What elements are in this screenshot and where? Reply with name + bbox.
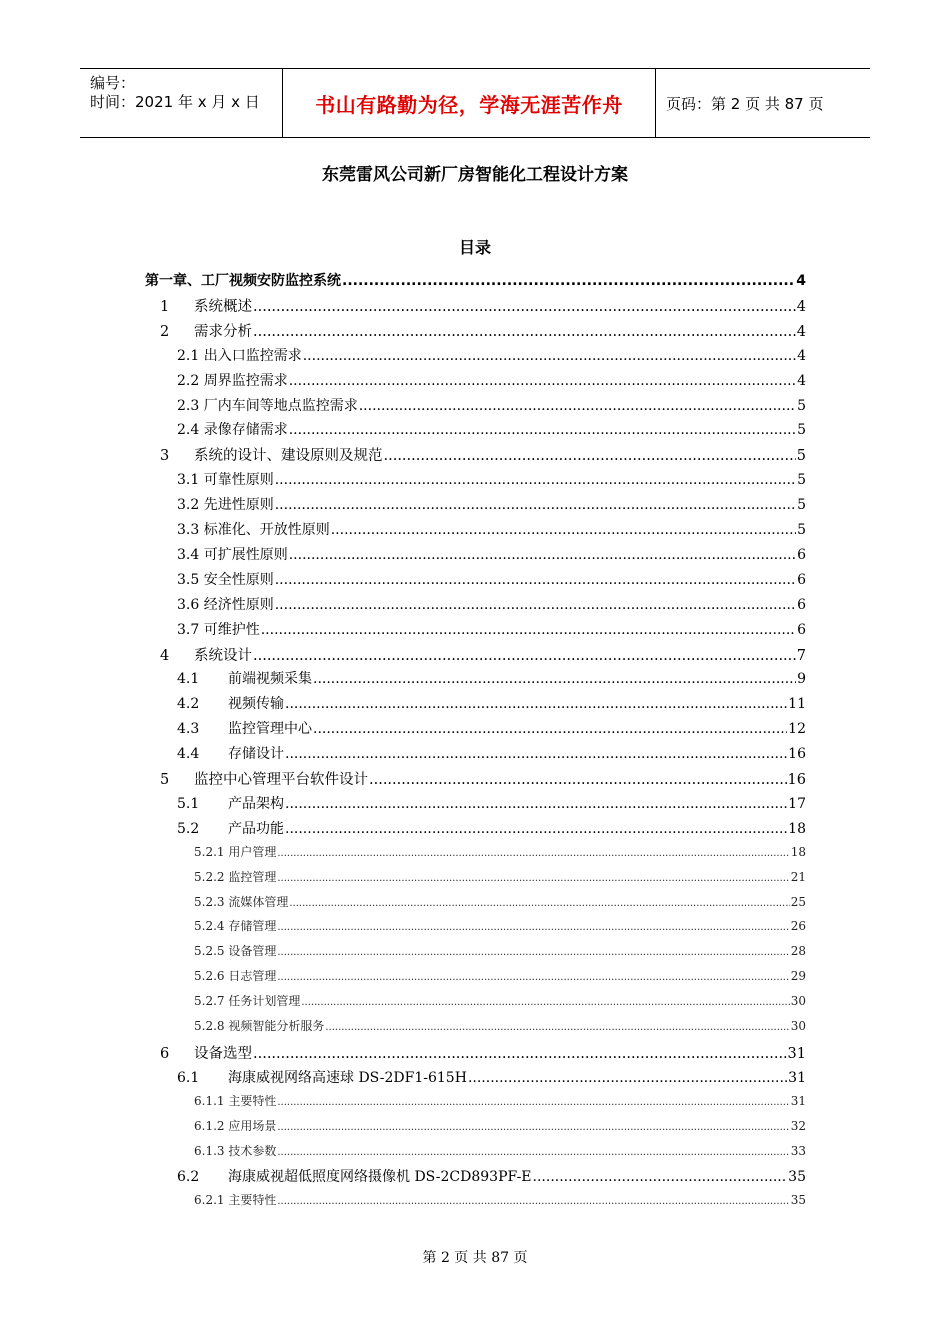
toc-entry-title: 海康威视网络高速球 DS-2DF1-615H <box>228 1069 467 1086</box>
toc-entry-page: 31 <box>790 1093 806 1108</box>
header-page-cell <box>656 69 870 137</box>
toc-entry-page: 12 <box>788 721 806 738</box>
toc-entry-title: 6.1.2 应用场景 <box>194 1118 277 1133</box>
toc-entry[interactable] <box>194 843 806 860</box>
toc-entry-page: 4 <box>797 372 806 389</box>
toc-dot-leader <box>313 721 787 737</box>
toc-entry-page: 29 <box>790 969 806 984</box>
toc-entry[interactable] <box>194 1017 806 1034</box>
toc-entry-page: 6 <box>797 596 806 613</box>
toc-entry-page: 6 <box>797 571 806 588</box>
toc-entry[interactable] <box>177 370 806 390</box>
toc-entry-page: 4 <box>796 273 806 289</box>
toc-dot-leader <box>277 873 789 884</box>
toc-dot-leader <box>285 796 787 812</box>
toc-dot-leader <box>275 472 796 488</box>
toc-entry-page: 31 <box>787 1045 806 1062</box>
toc-dot-leader <box>275 572 796 588</box>
toc-entry[interactable] <box>160 768 806 789</box>
toc-entry-title: 5.2.1 用户管理 <box>194 844 277 859</box>
toc-entry[interactable] <box>177 743 806 763</box>
toc-entry-page: 4 <box>796 323 806 340</box>
toc-dot-leader <box>289 547 796 563</box>
toc-entry[interactable] <box>177 594 806 614</box>
toc-entry-number: 5.1 <box>177 795 200 812</box>
toc-entry-title: 5.2.7 任务计划管理 <box>194 994 301 1009</box>
toc-dot-leader <box>277 1147 789 1158</box>
toc-entry[interactable] <box>177 793 806 813</box>
toc-dot-leader <box>277 922 789 933</box>
toc-entry-page: 11 <box>788 696 806 713</box>
toc-entry-page: 4 <box>797 347 806 364</box>
toc-entry-title: 需求分析 <box>194 323 252 340</box>
toc-entry-title: 2.1 出入口监控需求 <box>177 347 302 364</box>
toc-entry[interactable] <box>177 395 806 415</box>
toc-entry[interactable] <box>194 1117 806 1134</box>
toc-entry-page: 5 <box>797 422 806 439</box>
toc-entry[interactable] <box>177 1166 806 1186</box>
toc-entry-page: 35 <box>788 1169 806 1186</box>
toc-entry-title: 产品架构 <box>228 795 284 812</box>
toc-entry-number: 6 <box>160 1045 170 1062</box>
toc-dot-leader <box>253 648 796 664</box>
toc-entry[interactable] <box>177 718 806 738</box>
toc-entry-title: 5.2.3 流媒体管理 <box>194 894 289 909</box>
toc-entry[interactable] <box>145 270 806 290</box>
header-table <box>80 68 870 138</box>
toc-entry-title: 设备选型 <box>194 1045 252 1062</box>
toc-entry[interactable] <box>177 693 806 713</box>
page-info: 页码：第 2 页 共 87 页 <box>666 94 824 113</box>
toc-entry-title: 5.2.4 存储管理 <box>194 919 277 934</box>
toc-entry-number: 6.2 <box>177 1169 200 1186</box>
toc-entry-number: 2 <box>160 323 170 340</box>
toc-entry[interactable] <box>177 494 806 514</box>
toc-entry-page: 30 <box>790 1019 806 1033</box>
toc-entry-title: 3.5 安全性原则 <box>177 571 274 588</box>
header-motto-cell <box>283 69 656 137</box>
toc-entry-page: 26 <box>790 919 806 934</box>
toc-entry-title: 监控管理中心 <box>228 721 312 738</box>
toc-entry-number: 5 <box>160 772 170 788</box>
toc-entry-title: 5.2.2 监控管理 <box>194 869 277 884</box>
toc-dot-leader <box>303 348 796 364</box>
toc-entry[interactable] <box>194 893 806 910</box>
toc-dot-leader <box>533 1169 788 1185</box>
toc-entry-page: 7 <box>796 647 806 664</box>
toc-entry-page: 31 <box>788 1069 806 1086</box>
toc-dot-leader <box>359 398 796 414</box>
toc-entry-page: 28 <box>790 944 806 959</box>
toc-dot-leader <box>325 1022 789 1033</box>
toc-entry-title: 第一章、工厂视频安防监控系统 <box>145 273 341 289</box>
toc-entry[interactable] <box>160 644 806 665</box>
toc-entry-title: 2.3 厂内车间等地点监控需求 <box>177 397 358 414</box>
toc-entry-title: 6.1.3 技术参数 <box>194 1143 277 1158</box>
toc-entry-page: 6 <box>797 546 806 563</box>
toc-entry-number: 4 <box>160 647 170 664</box>
toc-entry[interactable] <box>177 419 806 439</box>
toc-dot-leader <box>253 1046 787 1062</box>
toc-entry-title: 系统概述 <box>194 298 252 315</box>
toc-entry[interactable] <box>194 1191 806 1208</box>
toc-entry-title: 6.1.1 主要特性 <box>194 1093 277 1108</box>
toc-dot-leader <box>342 273 795 289</box>
toc-entry[interactable] <box>160 1042 806 1063</box>
toc-dot-leader <box>289 373 796 389</box>
page-footer: 第 2 页 共 87 页 <box>422 1250 528 1266</box>
toc-dot-leader <box>275 597 796 613</box>
toc-entry-title: 视频传输 <box>228 696 284 713</box>
toc-entry[interactable] <box>160 320 806 341</box>
toc-entry-page: 30 <box>790 994 806 1009</box>
toc-entry[interactable] <box>177 619 806 639</box>
toc-dot-leader <box>253 299 796 315</box>
toc-entry-page: 16 <box>787 772 806 788</box>
toc-dot-leader <box>301 997 789 1008</box>
toc-dot-leader <box>289 898 789 909</box>
toc-entry[interactable] <box>177 469 806 489</box>
toc-entry-page: 25 <box>790 894 806 909</box>
toc-entry-title: 3.3 标准化、开放性原则 <box>177 522 330 538</box>
toc-dot-leader <box>253 324 796 340</box>
toc-entry-page: 35 <box>790 1193 806 1208</box>
toc-entry[interactable] <box>194 967 806 984</box>
toc-entry-number: 5.2 <box>177 820 200 837</box>
toc-entry-title: 3.2 先进性原则 <box>177 497 274 514</box>
toc-entry-page: 18 <box>788 820 806 837</box>
toc-entry-title: 前端视频采集 <box>228 671 312 688</box>
toc-entry-title: 产品功能 <box>228 820 284 837</box>
toc-entry[interactable] <box>194 1092 806 1109</box>
toc-entry-title: 系统设计 <box>194 647 252 664</box>
toc-entry[interactable] <box>177 569 806 589</box>
toc-entry[interactable] <box>177 544 806 564</box>
toc-dot-leader <box>277 947 789 958</box>
toc-entry[interactable] <box>194 917 806 934</box>
toc-entry-number: 4.4 <box>177 746 200 763</box>
toc-entry-title: 5.2.8 视频智能分析服务 <box>194 1019 325 1033</box>
toc-dot-leader <box>261 622 796 638</box>
toc-entry-number: 4.3 <box>177 721 200 738</box>
toc-entry-number: 6.1 <box>177 1069 200 1086</box>
toc-entry[interactable] <box>177 345 806 365</box>
toc-entry-title: 3.7 可维护性 <box>177 621 260 638</box>
toc-entry-title: 3.4 可扩展性原则 <box>177 546 288 563</box>
toc-dot-leader <box>468 1070 787 1086</box>
toc-entry-title: 3.1 可靠性原则 <box>177 472 274 489</box>
toc-entry-page: 5 <box>797 522 806 538</box>
toc-dot-leader <box>277 1196 789 1207</box>
toc-entry[interactable] <box>194 1142 806 1159</box>
toc-dot-leader <box>277 1122 789 1133</box>
toc-entry[interactable] <box>177 668 806 688</box>
toc-dot-leader <box>285 696 787 712</box>
motto-text: 书山有路勤为径，学海无涯苦作舟 <box>315 92 623 117</box>
toc-entry-number: 1 <box>160 298 170 315</box>
toc-heading: 目录 <box>458 238 491 257</box>
toc-entry-page: 9 <box>797 671 806 688</box>
toc-entry-number: 3 <box>160 448 170 465</box>
toc-entry[interactable] <box>177 1067 806 1087</box>
toc-dot-leader <box>275 497 796 513</box>
toc-entry-page: 16 <box>788 746 806 763</box>
toc-entry-page: 17 <box>788 795 806 812</box>
toc-dot-leader <box>331 522 796 538</box>
toc-entry-page: 32 <box>790 1118 806 1133</box>
toc-dot-leader <box>384 448 796 464</box>
toc-entry[interactable] <box>160 295 806 316</box>
toc-dot-leader <box>285 821 787 837</box>
toc-entry-title: 6.2.1 主要特性 <box>194 1193 277 1208</box>
number-label: 编号： <box>90 74 136 92</box>
toc-entry-title: 海康威视超低照度网络摄像机 DS-2CD893PF-E <box>228 1169 532 1186</box>
toc-entry-title: 2.4 录像存储需求 <box>177 422 288 439</box>
toc-entry-title: 系统的设计、建设原则及规范 <box>194 448 383 465</box>
toc-entry[interactable] <box>194 992 806 1009</box>
toc-entry-page: 5 <box>797 497 806 514</box>
toc-entry-page: 5 <box>797 397 806 414</box>
header-left-cell <box>80 69 283 137</box>
toc-dot-leader <box>369 772 787 788</box>
toc-entry-page: 4 <box>796 298 806 315</box>
toc-entry-page: 6 <box>797 621 806 638</box>
toc-entry-title: 监控中心管理平台软件设计 <box>194 772 368 788</box>
toc-dot-leader <box>289 422 796 438</box>
toc-entry[interactable] <box>194 942 806 959</box>
document-title: 东莞雷风公司新厂房智能化工程设计方案 <box>322 165 628 185</box>
toc-entry[interactable] <box>160 444 806 465</box>
toc-entry-title: 2.2 周界监控需求 <box>177 372 288 389</box>
toc-dot-leader <box>277 1097 789 1108</box>
toc-entry-page: 5 <box>796 448 806 465</box>
toc-entry-number: 4.2 <box>177 696 200 713</box>
toc-entry-page: 5 <box>797 472 806 489</box>
toc-dot-leader <box>277 972 789 983</box>
toc-entry-number: 4.1 <box>177 671 200 688</box>
toc-entry-title: 存储设计 <box>228 746 284 763</box>
toc-entry-page: 33 <box>790 1143 806 1158</box>
toc-dot-leader <box>277 848 789 859</box>
toc-entry[interactable] <box>177 519 806 539</box>
time-label: 时间：2021 年 x 月 x 日 <box>90 93 260 111</box>
toc-entry-title: 5.2.5 设备管理 <box>194 944 277 959</box>
toc-entry[interactable] <box>194 868 806 885</box>
toc-entry-title: 5.2.6 日志管理 <box>194 969 277 984</box>
toc-dot-leader <box>313 671 796 687</box>
toc-entry[interactable] <box>177 818 806 838</box>
toc-entry-page: 18 <box>790 844 806 859</box>
toc-entry-title: 3.6 经济性原则 <box>177 596 274 613</box>
toc-dot-leader <box>285 746 787 762</box>
toc-entry-page: 21 <box>790 869 806 884</box>
